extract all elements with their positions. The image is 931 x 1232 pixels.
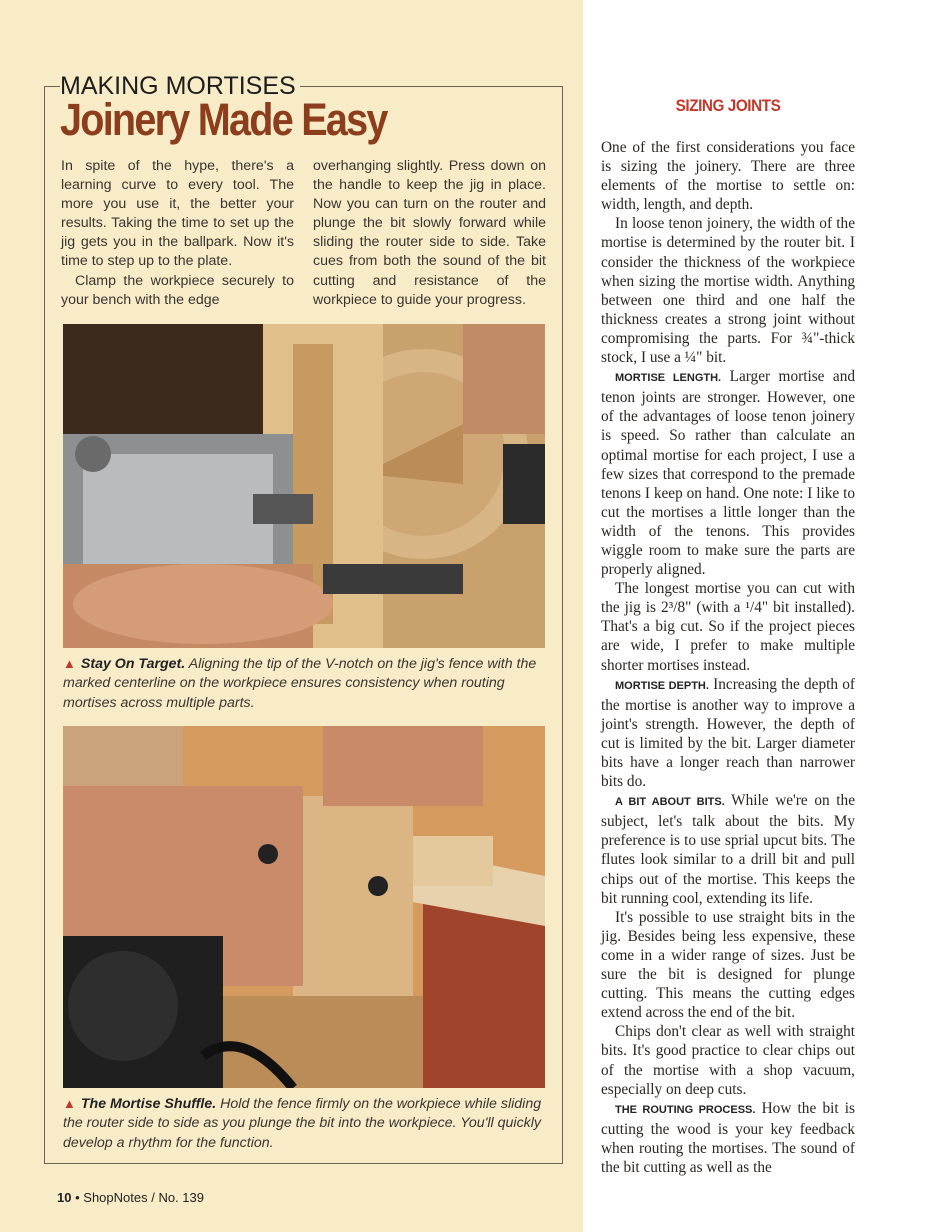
footer-bullet: •	[75, 1190, 80, 1205]
sidebar-paragraph: The longest mortise you can cut with the jig is 2³/8" (with a ¹/4" bit installed). That's a big cut. So if the project pieces are wide, I prefer to make multiple shorter mortises instead.	[601, 580, 855, 674]
page-footer	[57, 1190, 204, 1205]
runin-heading: MORTISE LENGTH.	[615, 372, 722, 385]
photo-router-shuffle	[63, 726, 545, 1088]
sidebar-paragraph: One of the first considerations you face is sizing the joinery. There are three elements of the mortise to settle on: width, length, and depth.	[601, 139, 855, 214]
sidebar-paragraph: Chips don't clear as well with straight bits. It's good practice to clear chips out of the mortise with a shop vacuum, especially on deep cuts.	[601, 1023, 855, 1098]
sidebar-column	[601, 138, 855, 1177]
sidebar-paragraph: It's possible to use straight bits in the jig. Besides being less expensive, these come in a wider range of sizes. Just be sure the bit is designed for plunge cutting. This means the cutting edges extend across the end of the bit.	[601, 908, 855, 1022]
intro-paragraph: In spite of the hype, there's a learning curve to every tool. The more you use it, the better your results. Taking the time to set up the jig gets you in the ballpark. Now it's time to step up to the plate.	[61, 158, 294, 270]
photo-caption: ▲ Stay On Target. Aligning the tip of the V-notch on the jig's fence with the marked centerline on the workpiece ensures consistency when routing mortises across multiple parts.	[63, 656, 537, 711]
sidebar-paragraph: A BIT ABOUT BITS. While we're on the subject, let's talk about the bits. My preference is to use sprial upcut bits. The flutes look similar to a drill bit and pull chips out of the mortise. This keeps the bit running cool, extending its life.	[601, 792, 855, 907]
runin-heading: A BIT ABOUT BITS.	[615, 796, 725, 809]
sidebar-paragraph: In loose tenon joinery, the width of the mortise is determined by the router bit. I consider the thickness of the workpiece when sizing the mortise width. Anything between one third and one half the thickness creates a strong joint without compromising the parts. For ¾"-thick stock, I use a ¼" bit.	[601, 215, 855, 367]
photo-caption: ▲ The Mortise Shuffle. Hold the fence firmly on the workpiece while sliding the router side to side as you plunge the bit into the workpiece. You'll quickly develop a rhythm for the function.	[63, 1096, 542, 1151]
intro-column-1	[61, 157, 294, 310]
caption-triangle-icon: ▲	[63, 1096, 76, 1111]
page-title: Joinery Made Easy	[60, 94, 387, 145]
intro-column-2	[313, 157, 546, 310]
intro-paragraph: overhanging slightly. Press down on the handle to keep the jig in place. Now you can turn on the router and plunge the bit slowly forward while sliding the router side to side. Take cues from both the sound of the bit cutting and resistance of the workpiece to guide your progress.	[313, 158, 546, 308]
section-kicker: MAKING MORTISES	[60, 72, 300, 100]
publication-name: ShopNotes / No. 139	[83, 1190, 204, 1205]
intro-paragraph: Clamp the workpiece securely to your bench with the edge	[61, 272, 294, 308]
sidebar-heading: SIZING JOINTS	[675, 96, 781, 115]
runin-heading: THE ROUTING PROCESS.	[615, 1103, 756, 1116]
sidebar-paragraph: MORTISE DEPTH. Increasing the depth of the mortise is another way to improve a joint's strength. However, the depth of cut is limited by the bit. Larger diameter bits have a longer reach than narrower bits do.	[601, 675, 856, 791]
runin-heading: MORTISE DEPTH.	[615, 679, 709, 692]
caption-triangle-icon: ▲	[63, 656, 76, 671]
photo-jig-alignment	[63, 324, 545, 648]
page-number: 10	[57, 1190, 72, 1205]
sidebar-paragraph: MORTISE LENGTH. Larger mortise and tenon joints are stronger. However, one of the advantages of loose tenon joinery is speed. So rather than calculate an optimal mortise for each project, I use a few sizes that correspond to the premade tenons I keep on hand. One note: I like to cut the mortises a little longer than the width of the tenons. This provides wiggle room to make sure the parts are properly aligned.	[601, 368, 855, 579]
sidebar-paragraph: THE ROUTING PROCESS. How the bit is cutting the wood is your key feedback when routing the mortises. The sound of the bit cutting as well as the	[601, 1099, 855, 1176]
